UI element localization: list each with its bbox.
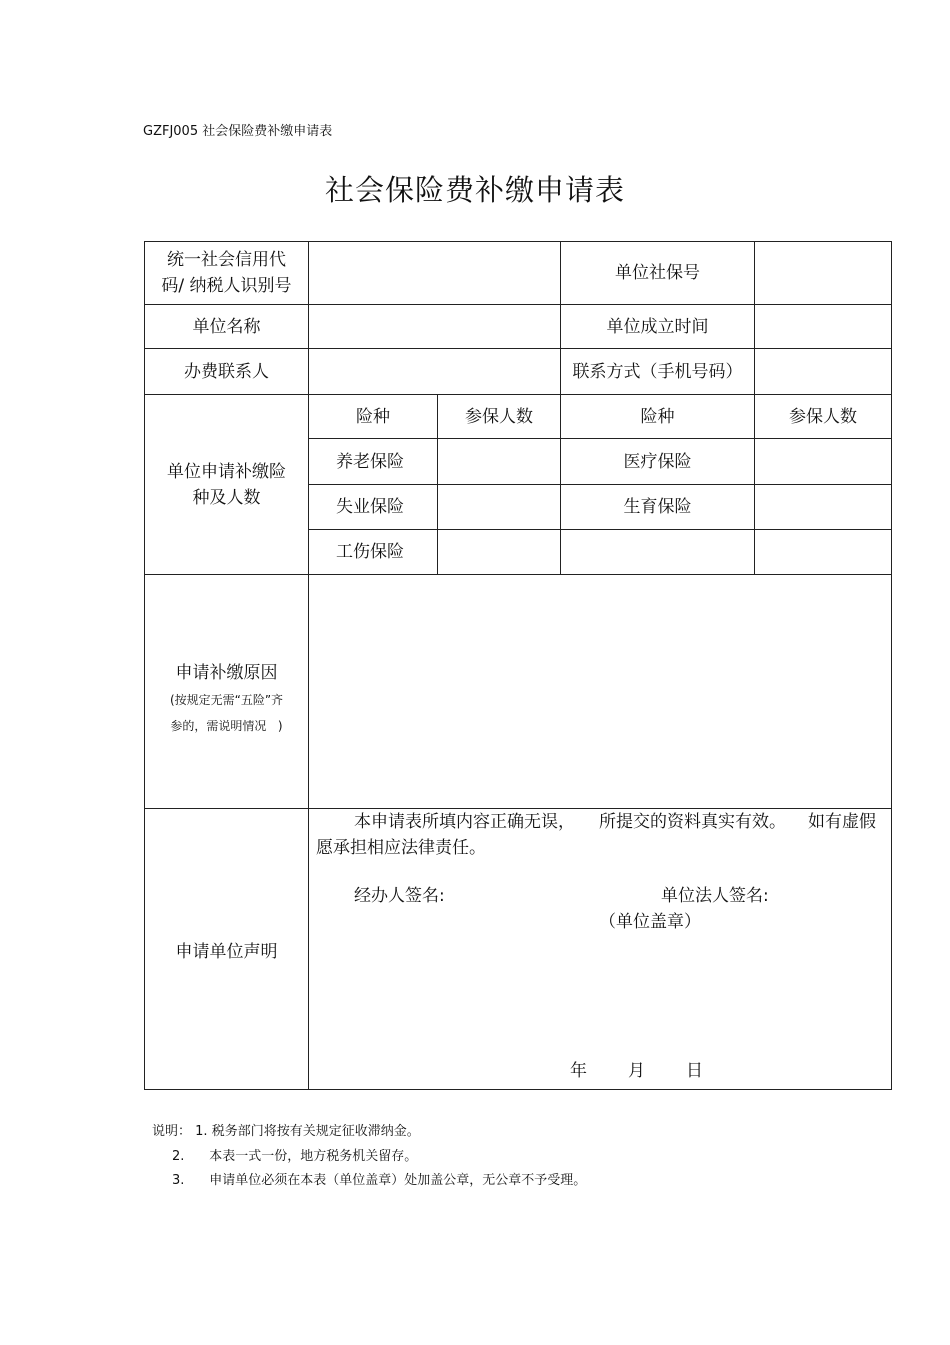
reason-label-title: 申请补缴原因	[175, 662, 278, 683]
handler-signature-label: 经办人签名:	[354, 886, 445, 906]
unit-name-field[interactable]	[309, 305, 560, 348]
form-code: GZFJ005 社会保险费补缴申请表	[143, 124, 333, 139]
empty-insurance-count-field[interactable]	[755, 530, 891, 574]
notes	[152, 1120, 586, 1194]
medical-insurance-label: 医疗保险	[623, 451, 692, 472]
credit-code-label-line2: 码/ 纳税人识别号	[161, 276, 292, 296]
declaration-text-4: 愿承担相应法律责任。	[316, 838, 486, 858]
maternity-insurance-count-field[interactable]	[755, 485, 891, 529]
notes-item-3: 3. 申请单位必须在本表（单位盖章）处加盖公章，无公章不予受理。	[172, 1173, 587, 1188]
unit-name-label: 单位名称	[192, 316, 261, 337]
legal-representative-signature-label: 单位法人签名:	[661, 886, 769, 906]
insurance-section-label-line2: 种及人数	[192, 487, 261, 508]
declaration-text-3: 如有虚假	[808, 812, 876, 832]
declaration-text-1: 本申请表所填内容正确无误，	[354, 812, 575, 832]
notes-item-1-line	[152, 1120, 586, 1145]
established-date-field[interactable]	[755, 305, 891, 348]
date-year-label: 年	[570, 1061, 587, 1081]
insurance-section-label	[145, 395, 308, 574]
work-injury-insurance-count-field[interactable]	[438, 530, 560, 574]
declaration-text-2: 所提交的资料真实有效。	[599, 812, 786, 832]
insurance-section-label-line1: 单位申请补缴险	[167, 461, 286, 482]
reason-label-note-line1: (按规定无需“五险”齐	[169, 692, 284, 707]
table-line	[144, 1089, 892, 1090]
notes-item-2: 2. 本表一式一份，地方税务机关留存。	[172, 1148, 418, 1164]
social-security-no-field[interactable]	[755, 242, 891, 304]
reason-label-note-line2: 参的，需说明情况 )	[170, 718, 283, 733]
established-date-label: 单位成立时间	[606, 316, 709, 337]
unit-stamp-label: （单位盖章）	[599, 912, 701, 932]
date-day-label: 日	[686, 1061, 703, 1081]
insured-count-header: 参保人数	[465, 406, 533, 427]
reason-field[interactable]	[309, 575, 891, 808]
pension-insurance-label: 养老保险	[336, 451, 404, 472]
page-title: 社会保险费补缴申请表	[324, 173, 625, 207]
notes-item-1: 1. 税务部门将按有关规定征收滞纳金。	[195, 1124, 420, 1139]
work-injury-insurance-label: 工伤保险	[336, 542, 404, 562]
credit-code-label-line1: 统一社会信用代	[167, 250, 286, 270]
insured-count-header-right: 参保人数	[789, 406, 857, 427]
date-month-label: 月	[628, 1061, 645, 1081]
contact-phone-label: 联系方式（手机号码）	[572, 361, 743, 382]
declaration-label: 申请单位声明	[175, 942, 278, 962]
credit-code-label	[145, 242, 308, 304]
reason-label	[145, 575, 308, 808]
notes-prefix: 说明：	[152, 1124, 192, 1139]
insurance-type-header: 险种	[356, 406, 390, 427]
empty-insurance-label	[561, 530, 754, 574]
medical-insurance-count-field[interactable]	[755, 439, 891, 484]
credit-code-field[interactable]	[309, 242, 560, 304]
contact-person-field[interactable]	[309, 349, 560, 394]
contact-phone-field[interactable]	[755, 349, 891, 394]
maternity-insurance-label: 生育保险	[623, 497, 692, 517]
unemployment-insurance-label: 失业保险	[336, 497, 404, 517]
table-line	[891, 241, 892, 1090]
pension-insurance-count-field[interactable]	[438, 439, 560, 484]
unemployment-insurance-count-field[interactable]	[438, 485, 560, 529]
contact-person-label: 办费联系人	[184, 361, 269, 382]
insurance-type-header-right: 险种	[640, 406, 675, 427]
social-security-no-label: 单位社保号	[615, 263, 700, 283]
